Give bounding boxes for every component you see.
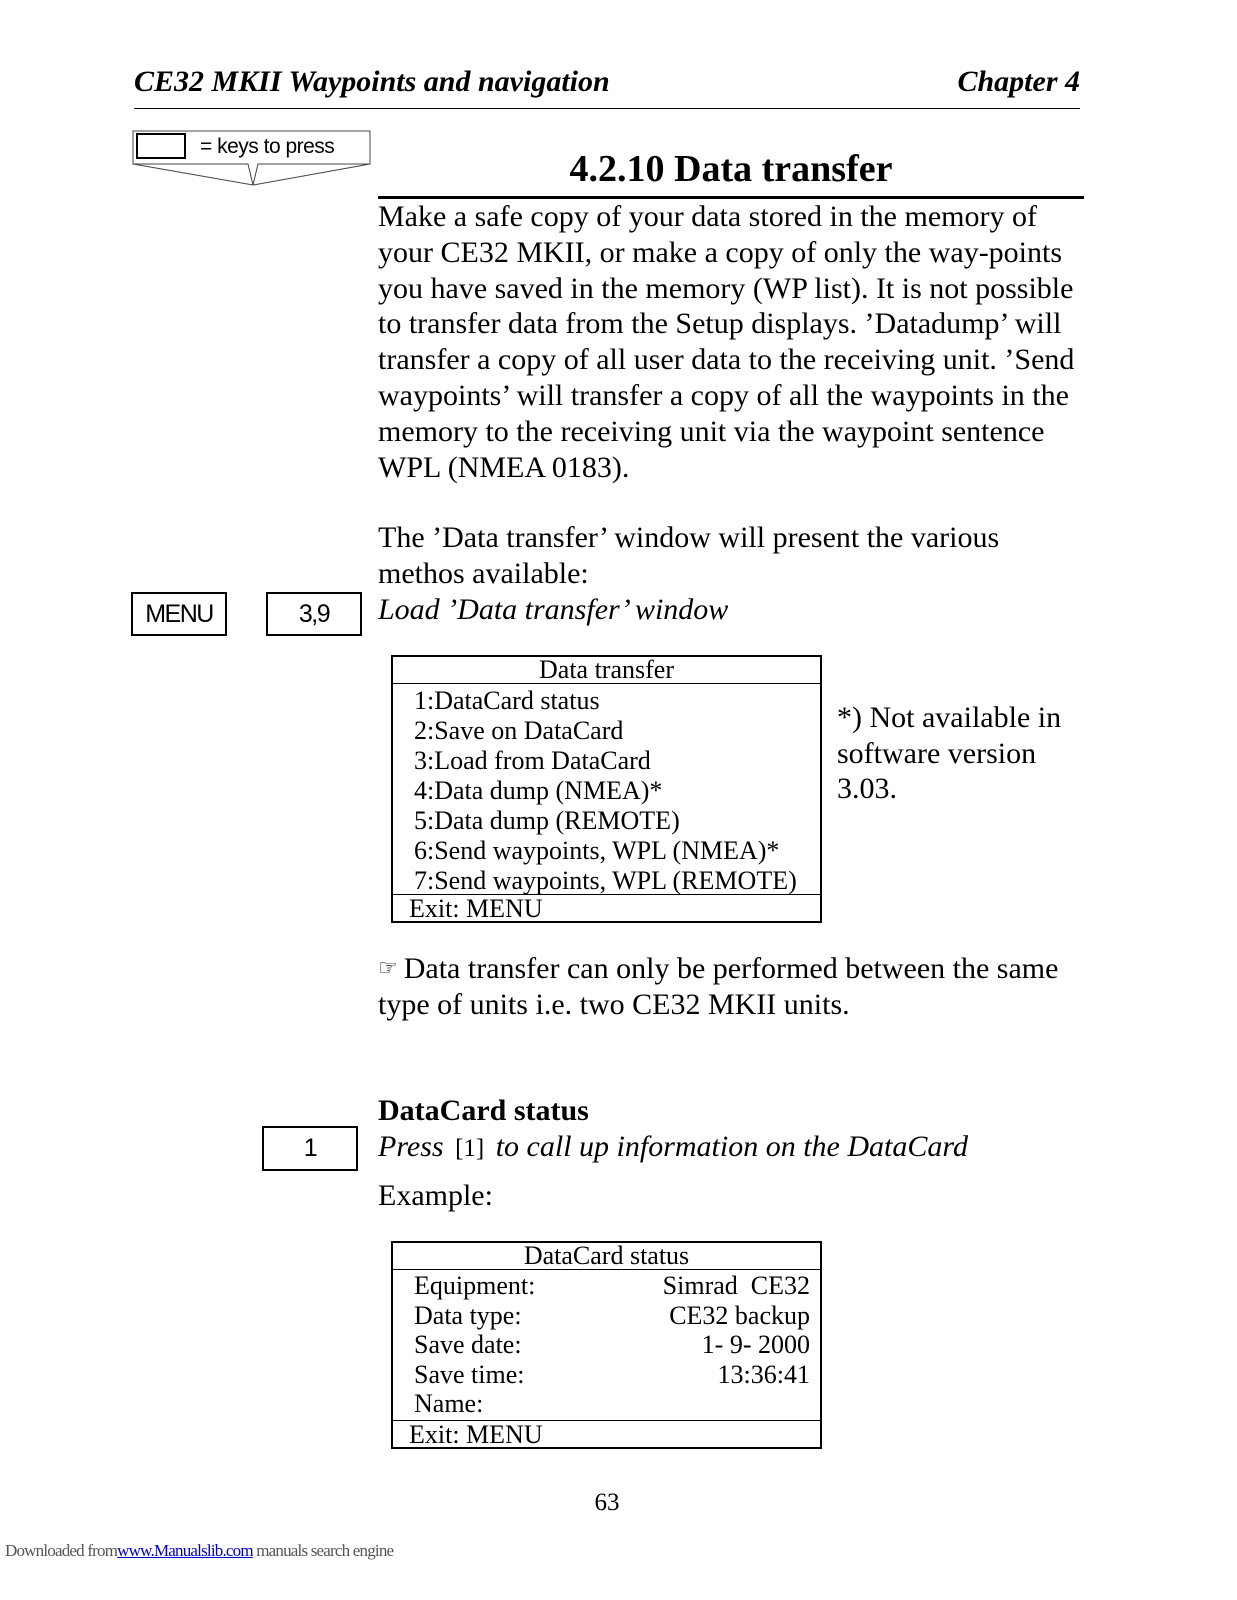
key-1: 1 <box>262 1126 358 1171</box>
header-chapter: Chapter 4 <box>957 65 1080 98</box>
methods-paragraph: The ’Data transfer’ window will present the various methos available: <box>378 521 1000 590</box>
menu-item: 1:DataCard status <box>414 686 600 715</box>
info-value: 13:36:41 <box>717 1359 810 1389</box>
press-suffix: to call up information on the DataCard <box>495 1130 968 1163</box>
menu-item: 3:Load from DataCard <box>414 746 651 775</box>
data-transfer-menu-list <box>393 684 820 894</box>
info-row <box>393 1360 820 1390</box>
menu-item: 4:Data dump (NMEA)* <box>414 776 663 805</box>
info-label: Data type: <box>414 1300 522 1330</box>
manualslib-link[interactable]: www.Manualslib.com <box>117 1541 253 1560</box>
data-transfer-screen-title: Data transfer <box>393 657 820 684</box>
info-value: 1- 9- 2000 <box>701 1330 810 1359</box>
press-instruction <box>378 1129 968 1167</box>
datacard-status-screen <box>391 1241 822 1449</box>
page-number: 63 <box>594 1489 620 1516</box>
info-label: Save date: <box>414 1330 522 1359</box>
info-row <box>393 1271 820 1301</box>
load-instruction: Load ’Data transfer’ window <box>378 593 729 626</box>
info-label: Save time: <box>414 1359 525 1389</box>
key-legend-text: = keys to press <box>200 135 335 158</box>
footer-prefix: Downloaded from <box>5 1541 118 1560</box>
menu-item: 6:Send waypoints, WPL (NMEA)* <box>414 836 780 865</box>
header-title: CE32 MKII Waypoints and navigation <box>134 65 610 98</box>
press-prefix: Press <box>378 1130 444 1163</box>
section-title: 4.2.10 Data transfer <box>569 148 893 190</box>
data-transfer-screen-footer: Exit: MENU <box>393 894 820 922</box>
datacard-screen-footer: Exit: MENU <box>393 1420 820 1448</box>
info-label: Name: <box>414 1389 484 1418</box>
download-footer <box>5 1539 393 1563</box>
press-key-ref: [1] <box>455 1135 485 1162</box>
header-rule <box>134 108 1080 109</box>
intro-paragraph: Make a safe copy of your data stored in the memory of your CE32 MKII, or make a copy of only the way-points you have saved in the memory (WP list). It is not possible to transfer data from the Setup displays. ’Datadump’ will transfer a copy of all user data to the receiving unit. ’Send waypoints’ will transfer a copy of all the waypoints in the memory to the receiving unit via the waypoint sentence WPL (NMEA 0183). <box>378 200 1075 484</box>
info-label: Equipment: <box>414 1271 536 1300</box>
datacard-status-heading: DataCard status <box>378 1094 589 1127</box>
transfer-note <box>378 950 1088 1023</box>
info-row <box>393 1330 820 1360</box>
info-row <box>393 1389 820 1419</box>
pointing-hand-icon: ☞ <box>378 955 398 980</box>
example-label: Example: <box>378 1179 493 1212</box>
number-keys-3-9: 3,9 <box>266 592 362 636</box>
menu-key: MENU <box>131 592 227 636</box>
menu-item: 2:Save on DataCard <box>414 716 624 745</box>
data-transfer-screen <box>391 655 822 923</box>
info-value: CE32 backup <box>669 1300 810 1330</box>
key-legend <box>132 130 370 186</box>
availability-note: *) Not available in software version 3.03. <box>837 701 1062 805</box>
datacard-info-list <box>393 1270 820 1420</box>
info-row <box>393 1301 820 1331</box>
transfer-note-text: Data transfer can only be performed between the same type of units i.e. two CE32 MKII units. <box>378 952 1059 1021</box>
datacard-screen-title: DataCard status <box>393 1243 820 1270</box>
menu-item: 5:Data dump (REMOTE) <box>414 806 680 835</box>
footer-suffix: manuals search engine <box>252 1541 394 1560</box>
info-value: Simrad CE32 <box>662 1271 810 1300</box>
menu-item: 7:Send waypoints, WPL (REMOTE) <box>414 866 797 895</box>
